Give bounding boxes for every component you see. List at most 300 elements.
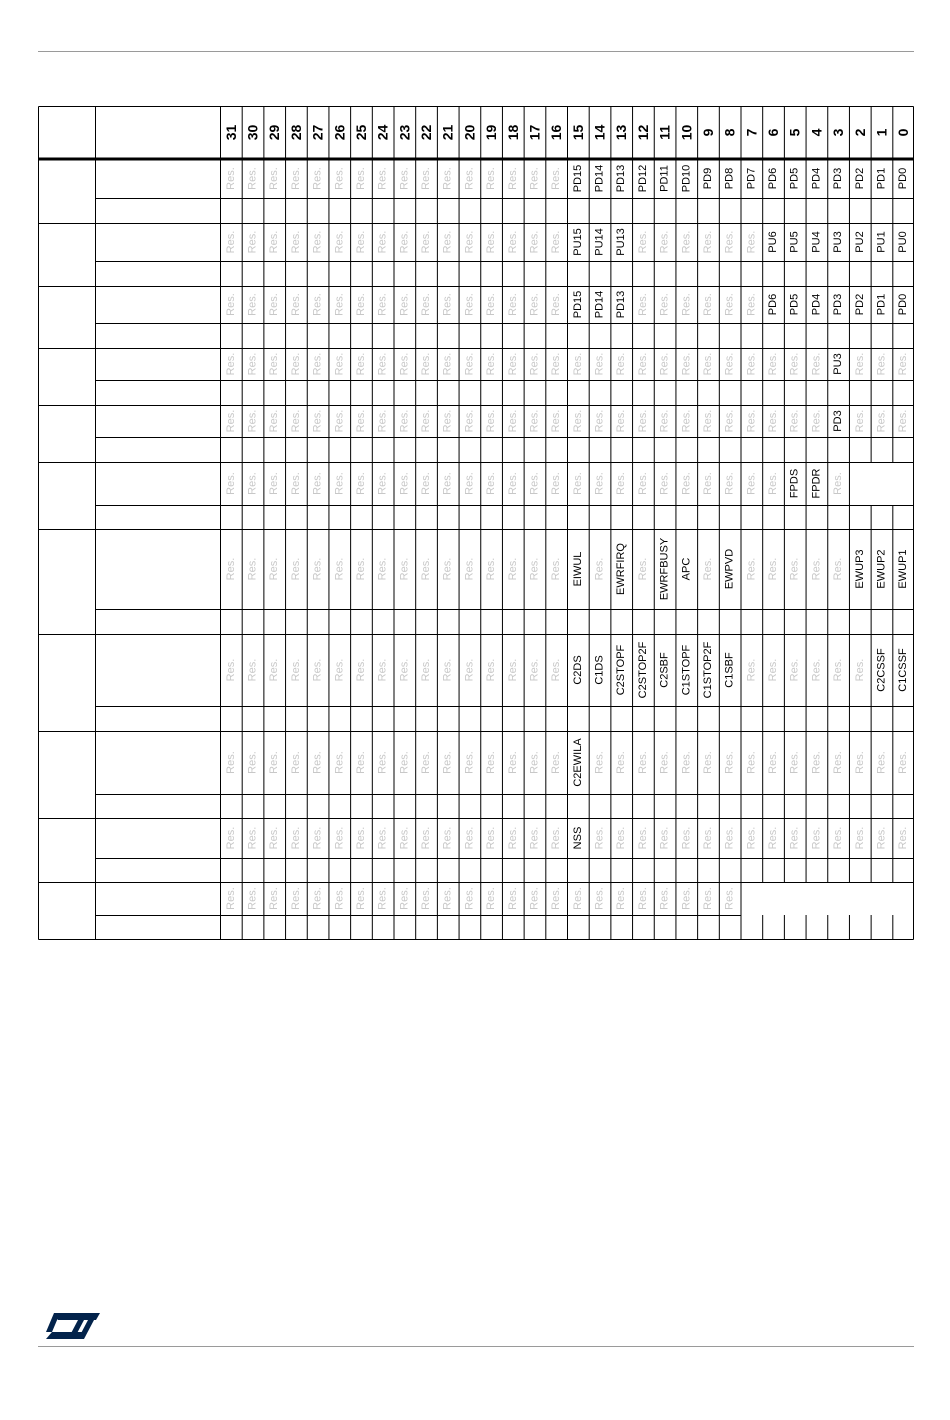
reserved-bit: Res.: [680, 472, 693, 495]
bit-field-name: PD6: [767, 167, 780, 190]
reserved-bit: Res.: [767, 472, 780, 495]
reserved-bit: Res.: [398, 352, 411, 376]
reserved-bit: Res.: [376, 167, 389, 190]
bit-number-header: 25: [352, 124, 369, 141]
bit-field-name: PD13: [615, 290, 628, 319]
bit-field-name: C2DS: [571, 655, 584, 685]
reserved-bit: Res.: [289, 409, 302, 433]
reserved-bit: Res.: [311, 293, 324, 316]
reserved-bit: Res.: [745, 826, 758, 850]
reserved-bit: Res.: [420, 887, 433, 910]
reserved-bit: Res.: [897, 352, 910, 376]
reserved-bit: Res.: [506, 167, 519, 190]
reserved-bit: Res.: [658, 472, 671, 495]
bit-number-header: 9: [699, 128, 716, 137]
reserved-bit: Res.: [354, 230, 367, 254]
bit-number-header: 30: [244, 124, 261, 141]
bit-field-name: NSS: [571, 826, 584, 850]
bit-field-name: EWUP2: [875, 549, 888, 589]
reserved-bit: Res.: [832, 826, 845, 850]
reserved-bit: Res.: [268, 557, 281, 581]
bit-field-name: PU5: [788, 231, 801, 253]
reserved-bit: Res.: [636, 230, 649, 254]
bit-field-name: C2STOP2F: [636, 641, 649, 699]
reserved-bit: Res.: [246, 658, 259, 682]
reserved-bit: Res.: [463, 887, 476, 910]
reserved-bit: Res.: [246, 230, 259, 254]
bit-number-header: 6: [765, 128, 782, 137]
reserved-bit: Res.: [463, 472, 476, 495]
reserved-bit: Res.: [593, 472, 606, 495]
bit-number-header: 28: [287, 124, 304, 141]
bit-number-header: 26: [331, 124, 348, 141]
reserved-bit: Res.: [376, 352, 389, 376]
reserved-bit: Res.: [571, 409, 584, 433]
bit-field-name: C1CSSF: [897, 648, 910, 692]
reserved-bit: Res.: [550, 557, 563, 581]
reserved-bit: Res.: [550, 352, 563, 376]
bit-number-header: 23: [396, 124, 413, 141]
reserved-bit: Res.: [289, 230, 302, 254]
reserved-bit: Res.: [506, 826, 519, 850]
reserved-bit: Res.: [224, 887, 237, 910]
reserved-bit: Res.: [333, 293, 346, 316]
bit-field-name: APC: [680, 557, 693, 581]
reserved-bit: Res.: [463, 167, 476, 190]
reserved-bit: Res.: [636, 352, 649, 376]
reserved-bit: Res.: [376, 409, 389, 433]
bit-number-header: 29: [266, 124, 283, 141]
reserved-bit: Res.: [810, 409, 823, 433]
bit-field-name: PD2: [853, 293, 866, 316]
bit-number-header: 11: [656, 125, 673, 140]
bit-number-header: 2: [851, 128, 868, 137]
reserved-bit: Res.: [441, 352, 454, 376]
bit-field-name: EWPVD: [723, 548, 736, 590]
reserved-bit: Res.: [354, 658, 367, 682]
reserved-bit: Res.: [680, 409, 693, 433]
reserved-bit: Res.: [788, 826, 801, 850]
reserved-bit: Res.: [289, 751, 302, 774]
reserved-bit: Res.: [767, 409, 780, 433]
st-logo-icon: [44, 1311, 102, 1341]
reserved-bit: Res.: [528, 167, 541, 190]
reserved-bit: Res.: [224, 472, 237, 495]
reserved-bit: Res.: [224, 230, 237, 254]
reserved-bit: Res.: [398, 472, 411, 495]
reserved-bit: Res.: [593, 352, 606, 376]
reserved-bit: Res.: [289, 658, 302, 682]
reserved-bit: Res.: [680, 230, 693, 254]
bit-field-name: PD3: [832, 410, 845, 432]
reserved-bit: Res.: [289, 293, 302, 316]
reserved-bit: Res.: [528, 557, 541, 581]
reserved-bit: Res.: [311, 658, 324, 682]
reserved-bit: Res.: [723, 472, 736, 495]
bit-number-header: 0: [895, 128, 912, 137]
bit-field-name: FPDR: [810, 468, 823, 499]
reserved-bit: Res.: [528, 472, 541, 495]
reserved-bit: Res.: [897, 826, 910, 850]
reserved-bit: Res.: [745, 557, 758, 581]
reserved-bit: Res.: [832, 557, 845, 581]
reserved-bit: Res.: [680, 887, 693, 910]
reserved-bit: Res.: [745, 409, 758, 433]
reserved-bit: Res.: [268, 658, 281, 682]
reserved-bit: Res.: [376, 472, 389, 495]
reserved-bit: Res.: [420, 557, 433, 581]
reserved-bit: Res.: [224, 658, 237, 682]
reserved-bit: Res.: [311, 409, 324, 433]
reserved-bit: Res.: [788, 658, 801, 682]
reserved-bit: Res.: [311, 557, 324, 581]
bit-field-name: C1STOPF: [680, 644, 693, 696]
bit-number-header: 10: [678, 124, 695, 141]
reserved-bit: Res.: [246, 751, 259, 774]
bit-field-name: PD0: [897, 293, 910, 316]
reserved-bit: Res.: [528, 293, 541, 316]
bit-field-name: PD10: [680, 164, 693, 193]
reserved-bit: Res.: [376, 293, 389, 316]
reserved-bit: Res.: [289, 887, 302, 910]
reserved-bit: Res.: [224, 293, 237, 316]
reserved-bit: Res.: [528, 887, 541, 910]
reserved-bit: Res.: [550, 409, 563, 433]
reserved-bit: Res.: [398, 230, 411, 254]
reserved-bit: Res.: [506, 230, 519, 254]
bit-number-header: 4: [808, 128, 825, 137]
reserved-bit: Res.: [528, 751, 541, 774]
bit-field-name: PD1: [875, 167, 888, 190]
reserved-bit: Res.: [224, 352, 237, 376]
bit-field-name: PD4: [810, 167, 823, 190]
reserved-bit: Res.: [268, 472, 281, 495]
reserved-bit: Res.: [615, 826, 628, 850]
reserved-bit: Res.: [311, 352, 324, 376]
bit-field-name: PD2: [853, 167, 866, 190]
reserved-bit: Res.: [528, 230, 541, 254]
bit-field-name: PU1: [875, 231, 888, 253]
reserved-bit: Res.: [875, 352, 888, 376]
bit-number-header: 27: [309, 124, 326, 141]
register-map-svg: [38, 106, 914, 940]
bit-field-name: PD8: [723, 167, 736, 190]
reserved-bit: Res.: [636, 293, 649, 316]
reserved-bit: Res.: [376, 826, 389, 850]
reserved-bit: Res.: [832, 751, 845, 774]
bit-field-name: PD9: [701, 167, 714, 190]
bit-field-name: PU3: [832, 353, 845, 375]
bit-field-name: PD12: [636, 164, 649, 193]
reserved-bit: Res.: [376, 557, 389, 581]
bit-field-name: EWRFBUSY: [658, 537, 671, 601]
reserved-bit: Res.: [658, 230, 671, 254]
reserved-bit: Res.: [420, 409, 433, 433]
bit-number-header: 16: [548, 124, 565, 141]
bit-number-header: 12: [634, 124, 651, 141]
reserved-bit: Res.: [354, 751, 367, 774]
reserved-bit: Res.: [767, 352, 780, 376]
reserved-bit: Res.: [463, 751, 476, 774]
bit-field-name: EIWUL: [571, 551, 584, 587]
reserved-bit: Res.: [636, 557, 649, 581]
bit-field-name: EWRFIRQ: [615, 543, 628, 595]
reserved-bit: Res.: [550, 293, 563, 316]
reserved-bit: Res.: [376, 658, 389, 682]
reserved-bit: Res.: [897, 751, 910, 774]
reserved-bit: Res.: [289, 472, 302, 495]
bit-field-name: PD6: [767, 293, 780, 316]
reserved-bit: Res.: [333, 472, 346, 495]
reserved-bit: Res.: [550, 826, 563, 850]
reserved-bit: Res.: [398, 658, 411, 682]
reserved-bit: Res.: [853, 352, 866, 376]
reserved-bit: Res.: [745, 751, 758, 774]
reserved-bit: Res.: [506, 409, 519, 433]
reserved-bit: Res.: [246, 352, 259, 376]
reserved-bit: Res.: [528, 658, 541, 682]
reserved-bit: Res.: [723, 352, 736, 376]
bit-number-header: 13: [613, 124, 630, 141]
reserved-bit: Res.: [485, 409, 498, 433]
reserved-bit: Res.: [875, 409, 888, 433]
reserved-bit: Res.: [398, 293, 411, 316]
reserved-bit: Res.: [680, 826, 693, 850]
reserved-bit: Res.: [550, 167, 563, 190]
bit-number-header: 7: [743, 128, 760, 137]
reserved-bit: Res.: [485, 230, 498, 254]
reserved-bit: Res.: [333, 352, 346, 376]
reserved-bit: Res.: [528, 409, 541, 433]
reserved-bit: Res.: [701, 230, 714, 254]
reserved-bit: Res.: [441, 293, 454, 316]
bit-field-name: PD3: [832, 167, 845, 190]
reserved-bit: Res.: [485, 167, 498, 190]
reserved-bit: Res.: [875, 826, 888, 850]
reserved-bit: Res.: [723, 293, 736, 316]
reserved-bit: Res.: [853, 658, 866, 682]
bit-field-name: C2CSSF: [875, 648, 888, 692]
reserved-bit: Res.: [333, 557, 346, 581]
reserved-bit: Res.: [311, 230, 324, 254]
reserved-bit: Res.: [354, 352, 367, 376]
reserved-bit: Res.: [897, 409, 910, 433]
reserved-bit: Res.: [767, 557, 780, 581]
bit-field-name: EWUP3: [853, 549, 866, 589]
reserved-bit: Res.: [658, 826, 671, 850]
bit-field-name: PD13: [615, 164, 628, 193]
reserved-bit: Res.: [506, 557, 519, 581]
reserved-bit: Res.: [485, 826, 498, 850]
reserved-bit: Res.: [550, 887, 563, 910]
reserved-bit: Res.: [224, 826, 237, 850]
reserved-bit: Res.: [463, 557, 476, 581]
reserved-bit: Res.: [268, 887, 281, 910]
reserved-bit: Res.: [311, 751, 324, 774]
reserved-bit: Res.: [701, 826, 714, 850]
reserved-bit: Res.: [701, 352, 714, 376]
reserved-bit: Res.: [680, 352, 693, 376]
reserved-bit: Res.: [333, 751, 346, 774]
reserved-bit: Res.: [615, 887, 628, 910]
reserved-bit: Res.: [485, 751, 498, 774]
bit-field-name: C2EWILA: [571, 738, 584, 787]
reserved-bit: Res.: [246, 472, 259, 495]
reserved-bit: Res.: [376, 230, 389, 254]
reserved-bit: Res.: [658, 293, 671, 316]
reserved-bit: Res.: [593, 409, 606, 433]
reserved-bit: Res.: [701, 557, 714, 581]
reserved-bit: Res.: [354, 167, 367, 190]
reserved-bit: Res.: [441, 887, 454, 910]
header-rule: [38, 51, 914, 52]
reserved-bit: Res.: [615, 751, 628, 774]
reserved-bit: Res.: [701, 409, 714, 433]
footer-rule: [38, 1346, 914, 1347]
reserved-bit: Res.: [224, 557, 237, 581]
bit-field-name: PD4: [810, 293, 823, 316]
reserved-bit: Res.: [246, 826, 259, 850]
bit-field-name: PD5: [788, 167, 801, 190]
reserved-bit: Res.: [354, 409, 367, 433]
reserved-bit: Res.: [268, 230, 281, 254]
reserved-bit: Res.: [701, 887, 714, 910]
bit-field-name: PD5: [788, 293, 801, 316]
reserved-bit: Res.: [420, 472, 433, 495]
reserved-bit: Res.: [701, 751, 714, 774]
bit-field-name: PU15: [571, 228, 584, 256]
reserved-bit: Res.: [528, 826, 541, 850]
reserved-bit: Res.: [311, 472, 324, 495]
reserved-bit: Res.: [745, 230, 758, 254]
bit-number-header: 20: [461, 124, 478, 141]
reserved-bit: Res.: [506, 887, 519, 910]
reserved-bit: Res.: [268, 826, 281, 850]
reserved-bit: Res.: [268, 409, 281, 433]
reserved-bit: Res.: [506, 352, 519, 376]
reserved-bit: Res.: [420, 658, 433, 682]
reserved-bit: Res.: [420, 751, 433, 774]
bit-field-name: FPDS: [788, 468, 801, 499]
reserved-bit: Res.: [441, 658, 454, 682]
reserved-bit: Res.: [441, 557, 454, 581]
reserved-bit: Res.: [224, 409, 237, 433]
reserved-bit: Res.: [376, 887, 389, 910]
reserved-bit: Res.: [723, 826, 736, 850]
reserved-bit: Res.: [485, 472, 498, 495]
reserved-bit: Res.: [485, 352, 498, 376]
reserved-bit: Res.: [333, 826, 346, 850]
reserved-bit: Res.: [636, 887, 649, 910]
reserved-bit: Res.: [354, 826, 367, 850]
reserved-bit: Res.: [246, 409, 259, 433]
bit-field-name: PD14: [593, 164, 606, 193]
reserved-bit: Res.: [246, 167, 259, 190]
reserved-bit: Res.: [550, 230, 563, 254]
reserved-bit: Res.: [571, 887, 584, 910]
reserved-bit: Res.: [658, 409, 671, 433]
reserved-bit: Res.: [528, 352, 541, 376]
reserved-bit: Res.: [485, 293, 498, 316]
bit-field-name: C1STOP2F: [701, 641, 714, 699]
bit-field-name: C1DS: [593, 655, 606, 685]
reserved-bit: Res.: [420, 352, 433, 376]
reserved-bit: Res.: [441, 409, 454, 433]
reserved-bit: Res.: [788, 751, 801, 774]
reserved-bit: Res.: [571, 472, 584, 495]
bit-field-name: PD1: [875, 293, 888, 316]
reserved-bit: Res.: [636, 751, 649, 774]
reserved-bit: Res.: [354, 293, 367, 316]
bit-number-header: 17: [526, 124, 543, 141]
reserved-bit: Res.: [853, 751, 866, 774]
bit-field-name: PU4: [810, 231, 823, 253]
reserved-bit: Res.: [420, 230, 433, 254]
reserved-bit: Res.: [246, 887, 259, 910]
reserved-bit: Res.: [463, 352, 476, 376]
reserved-bit: Res.: [832, 658, 845, 682]
bit-field-name: PD15: [571, 290, 584, 319]
reserved-bit: Res.: [788, 557, 801, 581]
reserved-bit: Res.: [506, 658, 519, 682]
reserved-bit: Res.: [311, 887, 324, 910]
reserved-bit: Res.: [485, 887, 498, 910]
reserved-bit: Res.: [463, 658, 476, 682]
reserved-bit: Res.: [723, 887, 736, 910]
reserved-bit: Res.: [441, 826, 454, 850]
reserved-bit: Res.: [723, 409, 736, 433]
reserved-bit: Res.: [615, 409, 628, 433]
bit-field-name: PU13: [615, 228, 628, 256]
reserved-bit: Res.: [723, 230, 736, 254]
reserved-bit: Res.: [311, 167, 324, 190]
bit-number-header: 21: [439, 124, 456, 141]
register-map-table: [38, 106, 914, 940]
reserved-bit: Res.: [463, 826, 476, 850]
reserved-bit: Res.: [398, 751, 411, 774]
reserved-bit: Res.: [398, 887, 411, 910]
bit-field-name: PD14: [593, 290, 606, 319]
reserved-bit: Res.: [398, 167, 411, 190]
reserved-bit: Res.: [398, 409, 411, 433]
reserved-bit: Res.: [615, 472, 628, 495]
reserved-bit: Res.: [853, 409, 866, 433]
reserved-bit: Res.: [701, 472, 714, 495]
reserved-bit: Res.: [333, 167, 346, 190]
bit-number-header: 14: [591, 124, 608, 141]
reserved-bit: Res.: [593, 557, 606, 581]
bit-number-header: 8: [721, 128, 738, 137]
bit-field-name: PD11: [658, 165, 671, 192]
reserved-bit: Res.: [376, 751, 389, 774]
reserved-bit: Res.: [289, 826, 302, 850]
bit-field-name: PU2: [853, 231, 866, 253]
bit-number-header: 3: [830, 128, 847, 137]
reserved-bit: Res.: [268, 352, 281, 376]
bit-field-name: PD0: [897, 167, 910, 190]
reserved-bit: Res.: [398, 826, 411, 850]
reserved-bit: Res.: [311, 826, 324, 850]
bit-number-header: 31: [222, 124, 239, 141]
bit-number-header: 22: [418, 124, 435, 141]
bit-field-name: C2STOPF: [615, 644, 628, 696]
reserved-bit: Res.: [810, 557, 823, 581]
reserved-bit: Res.: [745, 293, 758, 316]
reserved-bit: Res.: [636, 409, 649, 433]
bit-field-name: PU6: [767, 231, 780, 253]
reserved-bit: Res.: [441, 751, 454, 774]
bit-number-header: 19: [483, 124, 500, 141]
